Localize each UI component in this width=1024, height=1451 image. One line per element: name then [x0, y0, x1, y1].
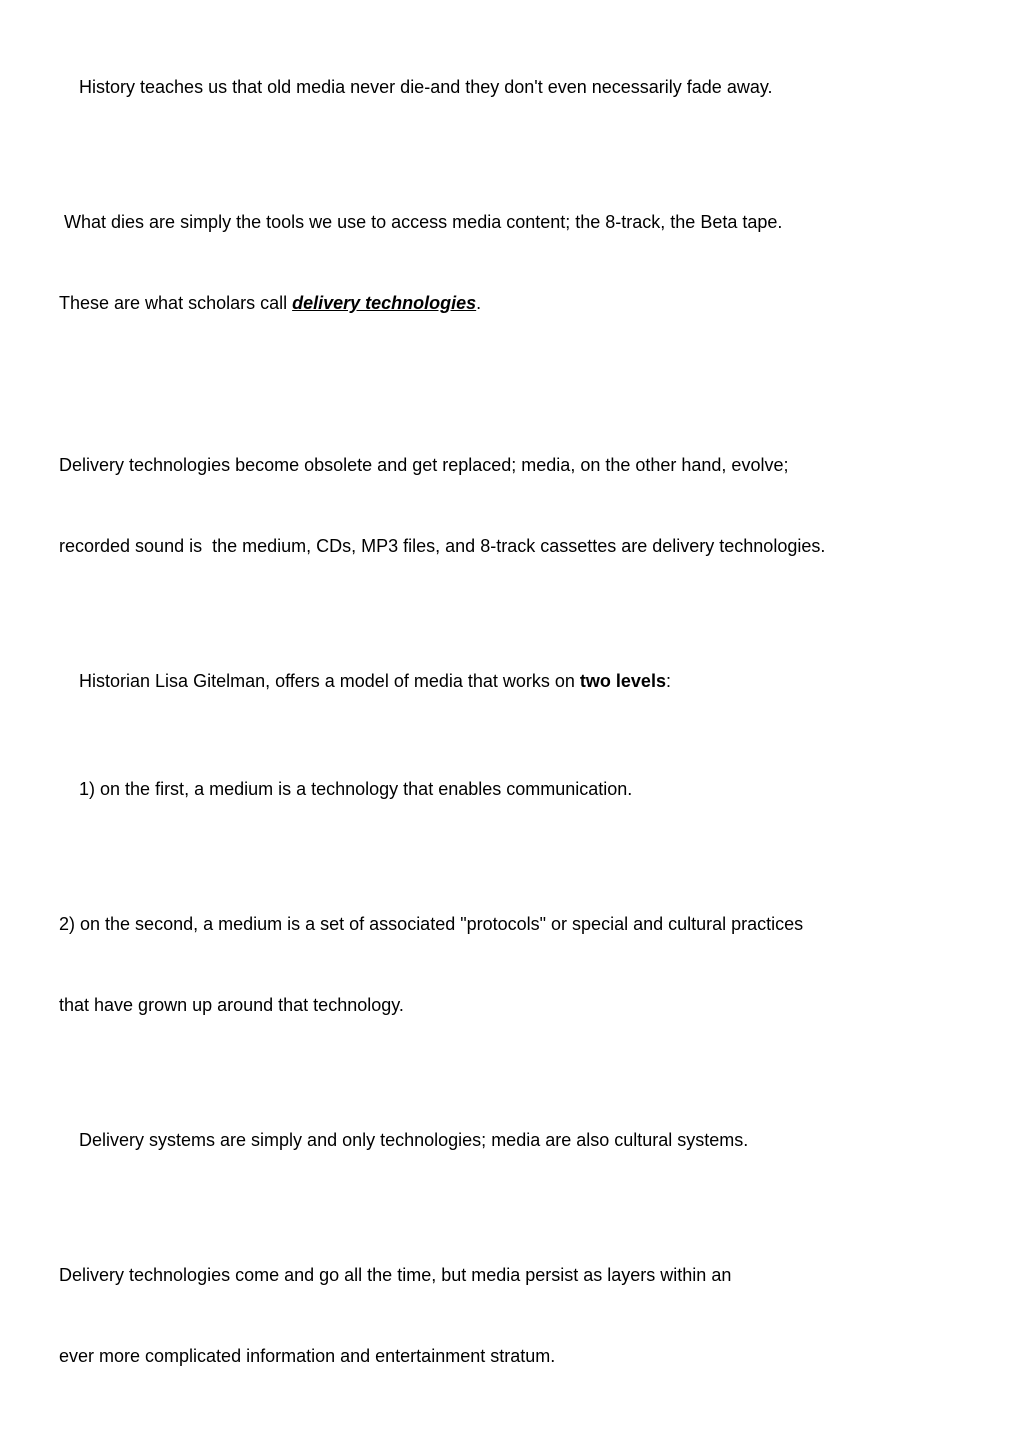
two-levels-term: two levels — [579, 671, 666, 691]
obsolete-line-2: recorded sound is the medium, CDs, MP3 files, and 8-track cassettes are delivery technologies. — [59, 536, 826, 556]
paragraph-what-dies — [59, 155, 979, 371]
paragraph-old-media-text: History teaches us that old media never die-and they don't even necessarily fade away. — [79, 77, 773, 97]
gitelman-lead: Historian Lisa Gitelman, offers a model of media that works on — [79, 671, 580, 691]
level-two-line-2: that have grown up around that technology. — [59, 995, 404, 1015]
what-dies-line-2 — [59, 290, 979, 317]
paragraph-level-one — [59, 749, 979, 830]
slide-text-body — [59, 47, 979, 1451]
media-persist-line-2: ever more complicated information and entertainment stratum. — [59, 1346, 556, 1366]
paragraph-delivery-systems — [59, 1100, 979, 1181]
level-two-line-1: 2) on the second, a medium is a set of associated "protocols" or special and cultural practices — [59, 914, 804, 934]
paragraph-gitelman — [59, 641, 979, 722]
obsolete-line-1: Delivery technologies become obsolete and get replaced; media, on the other hand, evolve; — [59, 455, 789, 475]
gitelman-end: : — [665, 671, 671, 691]
paragraph-level-two — [59, 857, 979, 1073]
paragraph-obsolete — [59, 398, 979, 614]
delivery-technologies-term: delivery technologies — [292, 293, 477, 313]
paragraph-old-media — [59, 47, 979, 128]
what-dies-line-2-end: . — [476, 293, 482, 313]
what-dies-line-2-lead: These are what scholars call — [59, 293, 293, 313]
paragraph-media-persist — [59, 1208, 979, 1424]
what-dies-line-1: What dies are simply the tools we use to access media content; the 8-track, the Beta tape. — [59, 212, 783, 232]
delivery-systems-text: Delivery systems are simply and only technologies; media are also cultural systems. — [79, 1130, 749, 1150]
level-one-text: 1) on the first, a medium is a technology that enables communication. — [79, 779, 633, 799]
media-persist-line-1: Delivery technologies come and go all the time, but media persist as layers within an — [59, 1265, 732, 1285]
